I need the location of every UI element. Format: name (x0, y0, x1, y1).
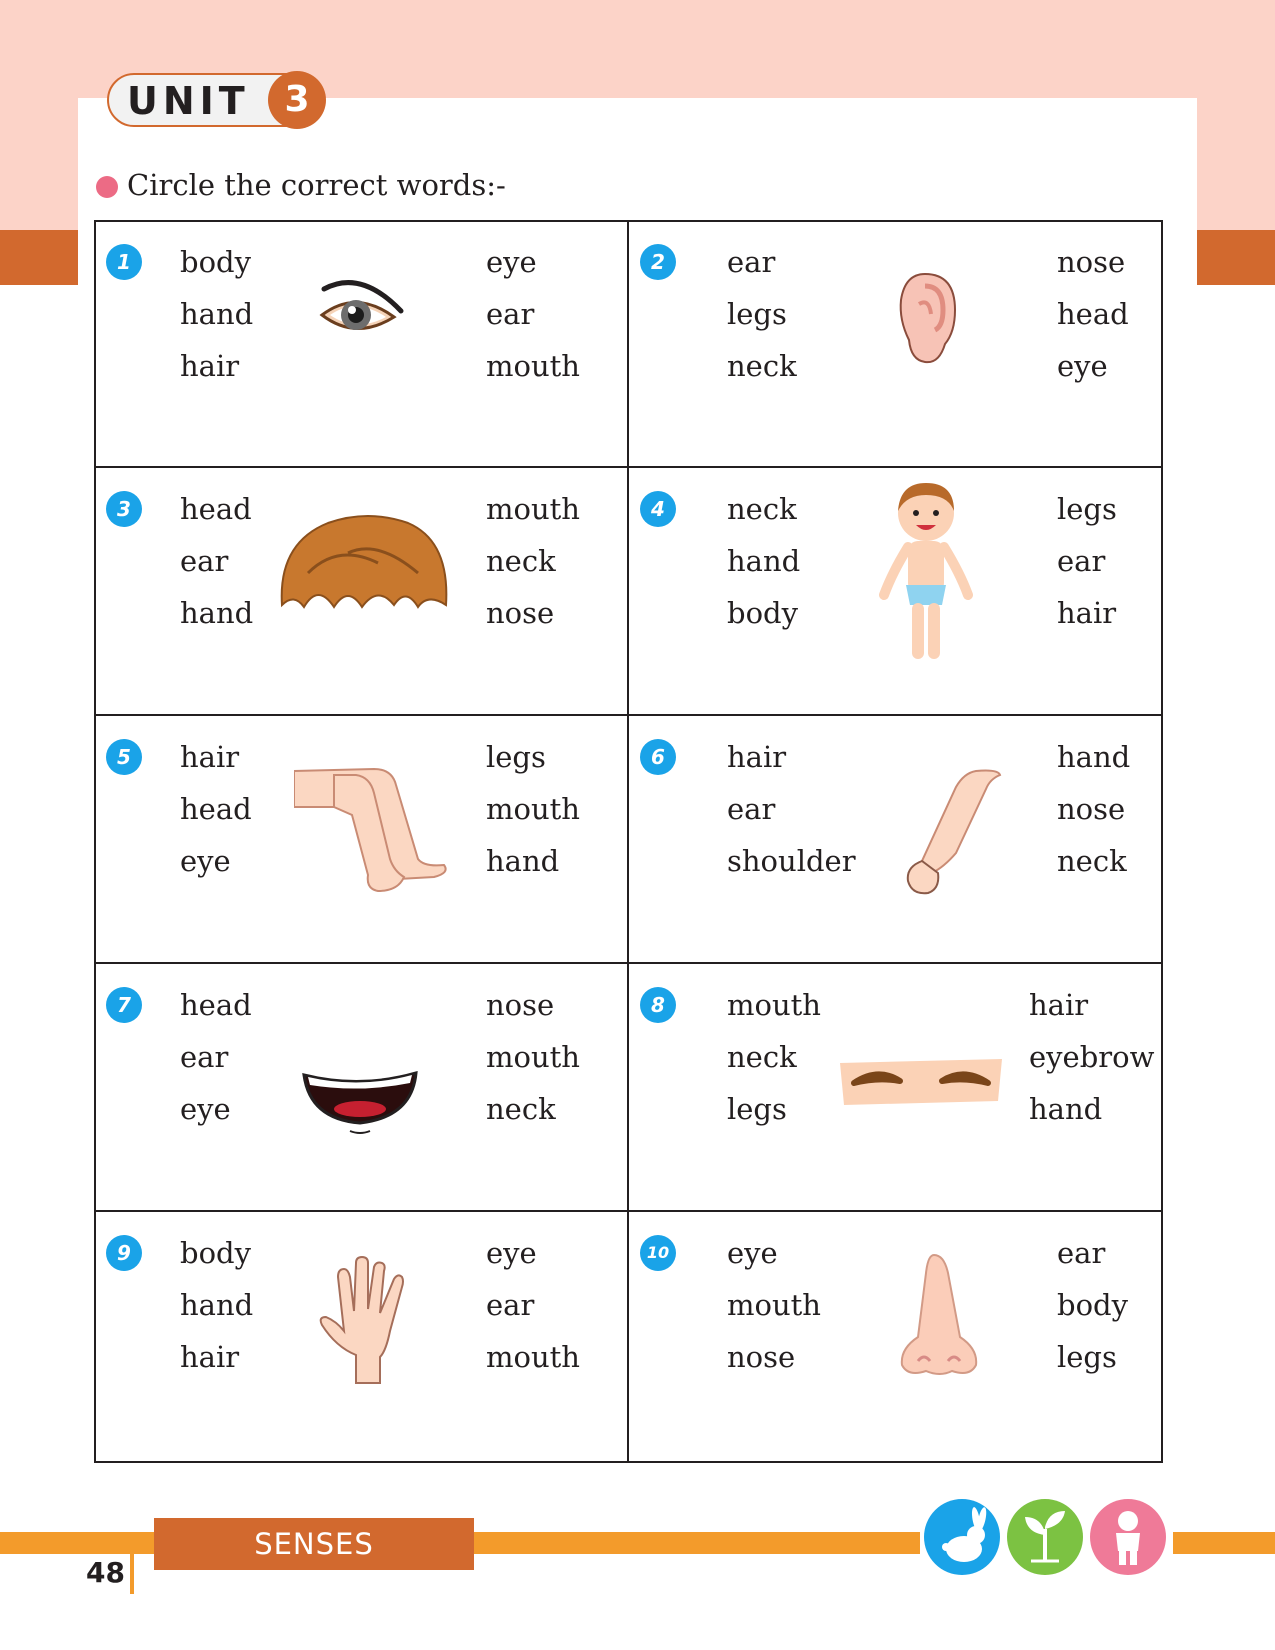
question-1 (94, 220, 627, 468)
question-2 (628, 220, 1161, 468)
word-option[interactable]: legs (727, 297, 787, 331)
word-option[interactable]: eye (486, 245, 537, 279)
child-icon (1090, 1499, 1166, 1575)
question-number: 10 (640, 1235, 676, 1271)
word-option[interactable]: mouth (727, 988, 821, 1022)
word-option[interactable]: ear (486, 1288, 535, 1322)
right-orange-tab (1197, 230, 1275, 285)
word-option[interactable]: neck (1057, 844, 1127, 878)
word-option[interactable]: hair (180, 349, 240, 383)
unit-label: UNIT (127, 79, 250, 123)
word-option[interactable]: body (180, 1236, 251, 1270)
word-option[interactable]: nose (727, 1340, 796, 1374)
word-option[interactable]: neck (727, 1040, 797, 1074)
word-option[interactable]: legs (727, 1092, 787, 1126)
question-number: 9 (106, 1235, 142, 1271)
word-option[interactable]: body (1057, 1288, 1128, 1322)
page-number: 48 (86, 1556, 125, 1589)
word-option[interactable]: hair (1029, 988, 1089, 1022)
word-option[interactable]: eye (727, 1236, 778, 1270)
question-4 (628, 467, 1161, 715)
word-option[interactable]: hair (727, 740, 787, 774)
question-10 (628, 1211, 1161, 1459)
word-option[interactable]: nose (486, 596, 555, 630)
question-number: 7 (106, 987, 142, 1023)
question-number: 4 (640, 491, 676, 527)
body-icon (878, 477, 974, 667)
rabbit-icon (924, 1499, 1000, 1575)
word-option[interactable]: eye (180, 1092, 231, 1126)
word-option[interactable]: hair (1057, 596, 1117, 630)
word-option[interactable]: mouth (486, 792, 580, 826)
eye-icon (316, 275, 406, 347)
question-8 (628, 963, 1161, 1211)
topic-banner: SENSES (154, 1518, 474, 1570)
word-option[interactable]: hand (486, 844, 560, 878)
page-number-divider (130, 1552, 134, 1594)
mouth-icon (300, 1067, 420, 1137)
question-5 (94, 715, 627, 963)
word-option[interactable]: nose (1057, 245, 1126, 279)
word-option[interactable]: body (727, 596, 798, 630)
word-option[interactable]: eyebrow (1029, 1040, 1155, 1074)
word-option[interactable]: ear (486, 297, 535, 331)
word-option[interactable]: head (180, 988, 252, 1022)
question-number: 5 (106, 739, 142, 775)
word-option[interactable]: shoulder (727, 844, 856, 878)
left-orange-tab (0, 230, 78, 285)
word-option[interactable]: mouth (486, 1340, 580, 1374)
question-9 (94, 1211, 627, 1459)
word-option[interactable]: mouth (727, 1288, 821, 1322)
word-option[interactable]: eye (180, 844, 231, 878)
word-option[interactable]: ear (727, 245, 776, 279)
word-option[interactable]: hand (1057, 740, 1131, 774)
word-option[interactable]: neck (486, 1092, 556, 1126)
word-option[interactable]: hand (180, 297, 254, 331)
word-option[interactable]: mouth (486, 492, 580, 526)
unit-badge (107, 73, 322, 127)
word-option[interactable]: nose (486, 988, 555, 1022)
question-number: 3 (106, 491, 142, 527)
plant-icon (1007, 1499, 1083, 1575)
word-option[interactable]: ear (180, 1040, 229, 1074)
question-7 (94, 963, 627, 1211)
word-option[interactable]: legs (1057, 492, 1117, 526)
question-3 (94, 467, 627, 715)
word-option[interactable]: hand (1029, 1092, 1103, 1126)
word-option[interactable]: eye (486, 1236, 537, 1270)
word-option[interactable]: legs (1057, 1340, 1117, 1374)
word-option[interactable]: ear (1057, 544, 1106, 578)
word-option[interactable]: mouth (486, 349, 580, 383)
hand-icon (316, 1255, 412, 1385)
legs-icon (294, 767, 450, 895)
word-option[interactable]: head (180, 492, 252, 526)
nose-icon (898, 1253, 980, 1379)
word-option[interactable]: mouth (486, 1040, 580, 1074)
question-number: 2 (640, 244, 676, 280)
question-number: 1 (106, 244, 142, 280)
arm-icon (898, 769, 1002, 897)
word-option[interactable]: head (1057, 297, 1129, 331)
ear-icon (895, 270, 959, 368)
word-option[interactable]: neck (486, 544, 556, 578)
word-option[interactable]: ear (1057, 1236, 1106, 1270)
hair-icon (278, 513, 450, 613)
word-option[interactable]: eye (1057, 349, 1108, 383)
bullet-icon (96, 176, 118, 198)
question-number: 8 (640, 987, 676, 1023)
word-option[interactable]: body (180, 245, 251, 279)
word-option[interactable]: hand (727, 544, 801, 578)
word-option[interactable]: hair (180, 1340, 240, 1374)
word-option[interactable]: head (180, 792, 252, 826)
word-option[interactable]: neck (727, 492, 797, 526)
instruction-text: Circle the correct words:- (127, 168, 506, 202)
word-option[interactable]: nose (1057, 792, 1126, 826)
word-option[interactable]: neck (727, 349, 797, 383)
footer-bar (1173, 1532, 1275, 1554)
unit-number: 3 (268, 71, 326, 129)
word-option[interactable]: ear (727, 792, 776, 826)
word-option[interactable]: hair (180, 740, 240, 774)
eyebrow-icon (838, 1057, 1004, 1107)
word-option[interactable]: ear (180, 544, 229, 578)
word-option[interactable]: legs (486, 740, 546, 774)
question-number: 6 (640, 739, 676, 775)
word-option[interactable]: hand (180, 1288, 254, 1322)
question-6 (628, 715, 1161, 963)
word-option[interactable]: hand (180, 596, 254, 630)
